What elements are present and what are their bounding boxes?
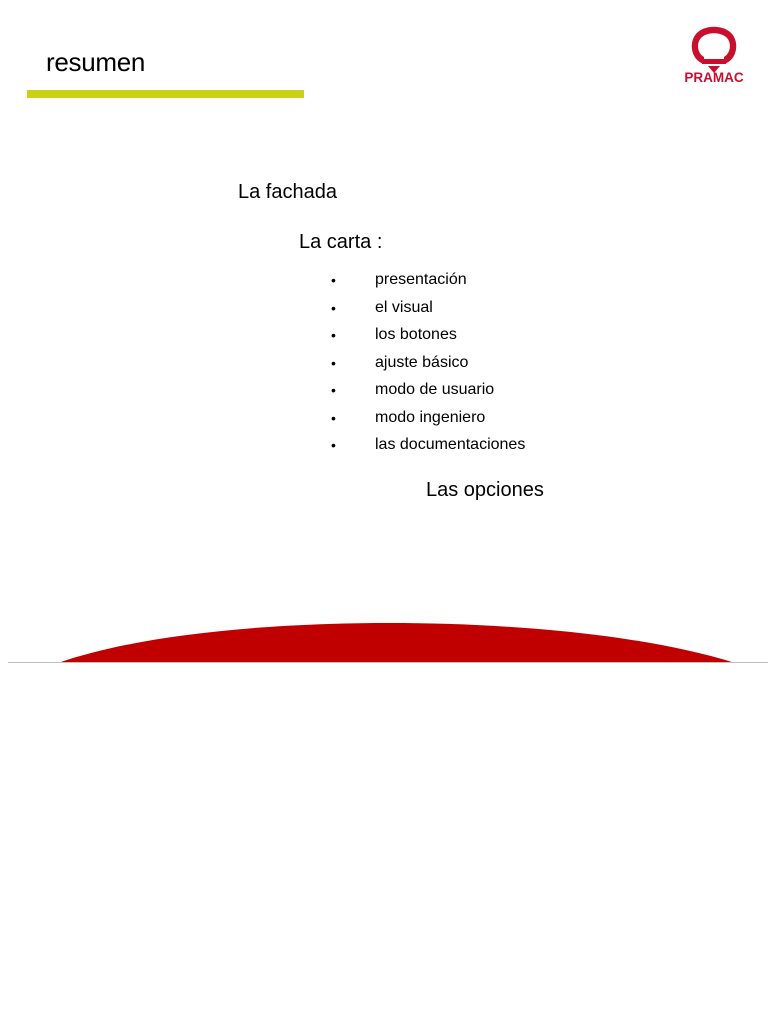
pramac-logo-text: PRAMAC bbox=[684, 70, 744, 85]
heading-las-opciones: Las opciones bbox=[426, 479, 544, 501]
list-item-label: ajuste básico bbox=[375, 353, 469, 371]
bullet-icon: • bbox=[331, 409, 336, 426]
list-item-label: modo ingeniero bbox=[375, 408, 486, 426]
slide-title: resumen bbox=[46, 47, 146, 77]
title-underline bbox=[27, 90, 304, 98]
footer-arc bbox=[0, 615, 768, 670]
list-item-label: modo de usuario bbox=[375, 381, 495, 398]
bullet-icon: • bbox=[331, 382, 336, 398]
list-item-label: los botones bbox=[375, 326, 457, 343]
heading-la-carta: La carta : bbox=[299, 231, 383, 253]
bullet-icon: • bbox=[331, 437, 336, 453]
bullet-icon: • bbox=[331, 327, 336, 343]
footer-red-arc bbox=[58, 623, 735, 663]
list-item-label: el visual bbox=[375, 298, 433, 316]
bullet-icon: • bbox=[331, 272, 336, 288]
pramac-logo bbox=[676, 22, 752, 88]
bullet-icon: • bbox=[331, 299, 336, 316]
list-item-label: presentación bbox=[375, 271, 467, 288]
title-underline-bar bbox=[27, 90, 304, 98]
pramac-logo-icon bbox=[676, 22, 752, 88]
heading-la-fachada: La fachada bbox=[238, 181, 337, 203]
list-item-label: las documentaciones bbox=[375, 436, 526, 453]
bullet-icon: • bbox=[331, 354, 336, 371]
